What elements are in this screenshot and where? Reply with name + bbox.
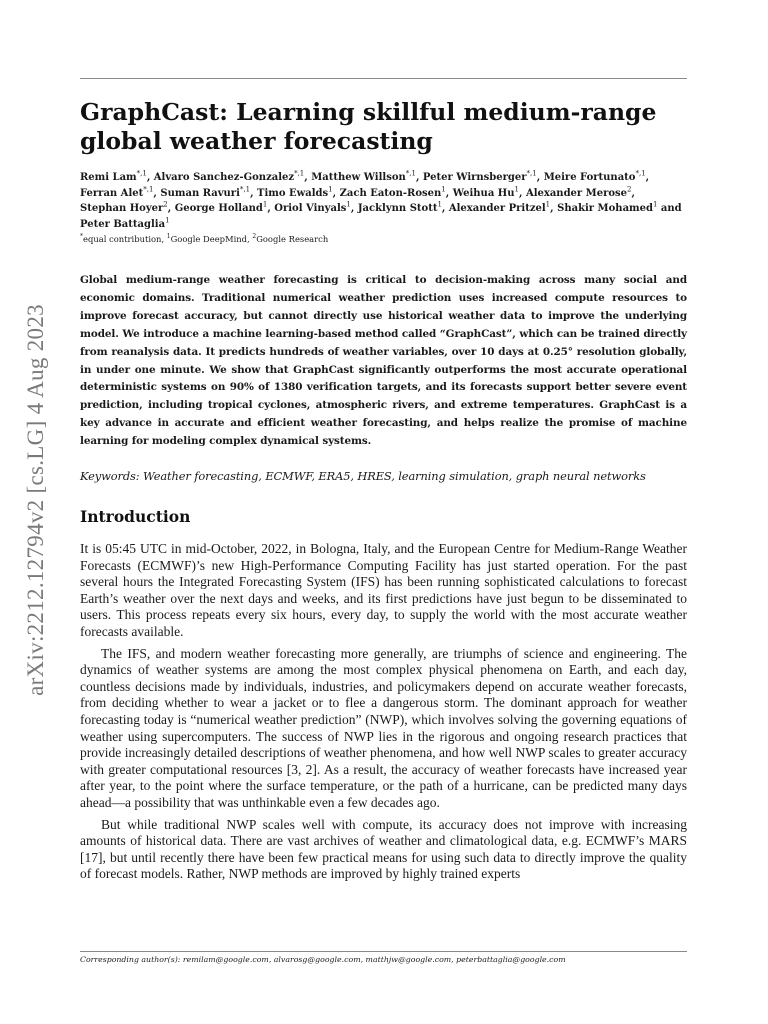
affil-google-deepmind: Google DeepMind,: [170, 234, 253, 244]
author-affiliation-marker: *,1: [143, 185, 154, 194]
author-affiliation-marker: 1: [165, 216, 170, 225]
author-separator: ,: [441, 203, 449, 214]
author-entry: [448, 200, 551, 214]
author-entry: [160, 185, 251, 199]
arxiv-identifier-stamp: arXiv:2212.12794v2 [cs.LG] 4 Aug 2023: [23, 304, 48, 696]
author-affiliation-marker: 2: [627, 185, 632, 194]
author-name: Alexander Merose: [525, 187, 628, 199]
author-separator: ,: [445, 187, 453, 199]
affil-google-research: Google Research: [256, 234, 329, 244]
paper-title: [80, 98, 687, 156]
author-affiliation-marker: *,1: [635, 169, 646, 178]
author-affiliation-marker: *,1: [239, 185, 251, 194]
abstract: Global medium-range weather forecasting is critical to decision-making across many social and economic domains. Traditional numerical weather prediction uses increased compute resources to improve forecast accuracy, but cannot directly use historical weather data to improve the underlying model. We introduce a machine learning-based method called “GraphCast”, which can be trained directly from reanalysis data. It predicts hundreds of weather variables, over 10 days at 0.25° resolution globally, in under one minute. We show that GraphCast significantly outperforms the most accurate operational deterministic systems on 90% of 1380 verification targets, and its forecasts support better severe event prediction, including tropical cyclones, atmospheric rivers, and extreme temperatures. GraphCast is a key advance in accurate and efficient weather forecasting, and helps realize the promise of machine learning for modeling complex dynamical systems.: [80, 274, 687, 448]
author-entry: [80, 169, 147, 183]
body-paragraph-3: But while traditional NWP scales well with compute, its accuracy does not improve with increasing amounts of historical data. There are vast archives of weather and climatological data, e.g. ECMWF’s MARS [17], but until recently there have been few practical means for using such data to directly improve the quality of forecast models. Rather, NWP methods are improved by highly trained experts: [80, 816, 687, 882]
author-name: Remi Lam: [80, 172, 137, 183]
author-affiliation-marker: 1: [346, 200, 351, 209]
author-name: Suman Ravuri: [160, 187, 240, 199]
author-entry: [153, 169, 305, 183]
keywords: Keywords: Weather forecasting, ECMWF, ERA5, HRES, learning simulation, graph neural networks: [80, 469, 646, 484]
author-affiliation-marker: *,1: [526, 169, 537, 178]
footnote-rule: [80, 951, 687, 952]
author-entry: [311, 169, 416, 183]
author-separator: ,: [267, 203, 275, 214]
author-affiliation-marker: 2: [163, 200, 168, 209]
author-entry: [525, 185, 632, 199]
author-name: Alexander Pritzel: [448, 203, 546, 214]
author-name: Meire Fortunato: [543, 172, 636, 183]
author-name: Shakir Mohamed: [557, 203, 653, 214]
body-paragraph-2: The IFS, and modern weather forecasting more generally, are triumphs of science and engineering. The dynamics of weather systems are among the most complex physical phenomena on Earth, and each day, countless decisions made by individuals, industries, and policymakers depend on accurate weather forecasts, from deciding whether to wear a jacket or to flee a dangerous storm. The dominant approach for weather forecasting today is “numerical weather prediction” (NWP), which involves solving the governing equations of weather using supercomputers. The success of NWP lies in the rigorous and ongoing research practices that provide increasingly detailed descriptions of weather phenomena, and how well NWP scales to greater accuracy with greater computational resources [3, 2]. As a result, the accuracy of weather forecasts have increased year after year, to the point where the surface temperature, or the path of a hurricane, can be predicted many days ahead—a possibility that was unthinkable even a few decades ago.: [80, 645, 687, 810]
author-name: George Holland: [174, 203, 263, 214]
paper-body: [80, 98, 687, 883]
affiliations: [80, 233, 687, 246]
author-name: Peter Wirnsberger: [422, 172, 527, 183]
author-separator: ,: [645, 172, 650, 183]
author-entry: [452, 185, 519, 199]
author-entry: [357, 200, 442, 214]
author-separator: ,: [304, 172, 312, 183]
author-entry: [557, 200, 658, 214]
author-entry: [174, 200, 268, 214]
author-entry: [422, 169, 537, 183]
top-rule: [80, 78, 687, 79]
author-separator: ,: [415, 172, 423, 183]
author-name: Alvaro Sanchez-Gonzalez: [153, 172, 295, 183]
affil-sup-1: 1: [166, 233, 171, 241]
author-separator: and: [657, 203, 682, 214]
author-name: Jacklynn Stott: [357, 203, 438, 214]
author-separator: ,: [153, 187, 161, 199]
author-separator: ,: [518, 187, 526, 199]
author-entry: [80, 200, 168, 214]
author-name: Oriol Vinyals: [274, 203, 347, 214]
author-name: Weihua Hu: [452, 187, 515, 199]
author-affiliation-marker: 1: [328, 185, 333, 194]
affil-sup-equal: *: [80, 233, 83, 241]
author-separator: ,: [631, 187, 635, 199]
author-affiliation-marker: 1: [545, 200, 551, 209]
author-entry: [257, 185, 333, 199]
author-separator: ,: [536, 172, 544, 183]
author-entry: [80, 216, 170, 230]
author-name: Ferran Alet: [80, 187, 144, 199]
title-line-2: global weather forecasting: [80, 127, 433, 155]
body-paragraph-1: It is 05:45 UTC in mid-October, 2022, in Bologna, Italy, and the European Centre for Medium-Range Weather Forecasts (ECMWF)’s new High-Performance Computing Facility has just started operation. For the past several hours the Integrated Forecasting System (IFS) has been running sophisticated calculations to forecast Earth’s weather over the next days and weeks, and its first predictions have just begun to be disseminated to users. This process repeats every six hours, every day, to supply the world with the most accurate weather forecasts available.: [80, 541, 687, 640]
corresponding-authors-footnote: Corresponding author(s): remilam@google.com, alvarosg@google.com, matthjw@google.com, peterbattaglia@google.com: [80, 955, 566, 964]
author-affiliation-marker: *,1: [405, 169, 416, 178]
author-separator: ,: [250, 187, 258, 199]
author-affiliation-marker: 1: [441, 185, 446, 194]
author-entry: [274, 200, 351, 214]
author-affiliation-marker: *,1: [294, 169, 305, 178]
section-heading-introduction: Introduction: [80, 507, 191, 527]
author-name: Timo Ewalds: [257, 187, 329, 199]
author-affiliation-marker: 1: [514, 185, 519, 194]
author-separator: ,: [350, 203, 358, 214]
author-list: [80, 170, 687, 232]
author-entry: [339, 185, 446, 199]
author-separator: ,: [550, 203, 558, 214]
author-affiliation-marker: 1: [262, 200, 268, 209]
author-name: Zach Eaton-Rosen: [339, 187, 442, 199]
author-name: Peter Battaglia: [80, 218, 166, 230]
title-line-1: GraphCast: Learning skillful medium-range: [80, 98, 657, 126]
author-separator: ,: [146, 172, 154, 183]
author-separator: ,: [167, 203, 175, 214]
author-name: Stephan Hoyer: [80, 203, 164, 214]
author-name: Matthew Willson: [311, 172, 406, 183]
author-affiliation-marker: 1: [652, 200, 658, 209]
affil-equal-contribution: equal contribution,: [83, 234, 167, 244]
affil-sup-2: 2: [252, 233, 257, 241]
author-affiliation-marker: *,1: [136, 169, 147, 178]
author-affiliation-marker: 1: [437, 200, 442, 209]
author-separator: ,: [332, 187, 340, 199]
author-entry: [543, 169, 646, 183]
author-entry: [80, 185, 154, 199]
